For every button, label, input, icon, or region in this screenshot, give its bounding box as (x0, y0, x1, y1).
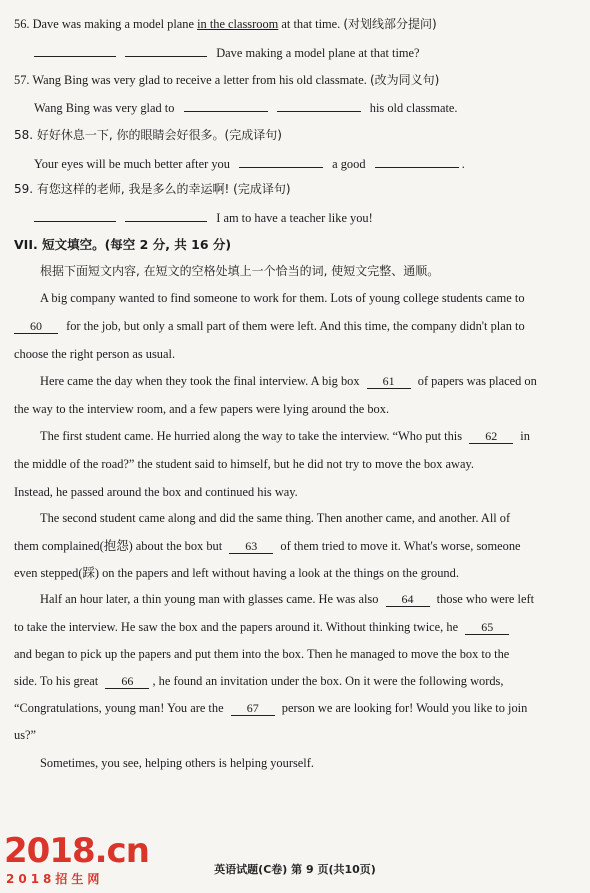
logo-main-text: 2018.cn (4, 831, 149, 871)
q59-blank-2[interactable] (125, 209, 207, 222)
blank-63[interactable]: 63 (229, 539, 273, 554)
passage-text: person we are looking for! Would you like to join (281, 701, 528, 715)
q56-blank-1[interactable] (34, 44, 116, 57)
passage-line (14, 565, 459, 581)
q58-prompt: 58. 好好休息一下, 你的眼睛会好很多。(完成译句) (14, 128, 282, 142)
blank-62[interactable]: 62 (469, 429, 513, 444)
passage-text: The first student came. He hurried along the way to take the interview. “Who put this (40, 429, 463, 443)
blank-65[interactable]: 65 (465, 620, 509, 635)
q57-blank-1[interactable] (184, 99, 268, 112)
passage-text: those who were left (436, 592, 535, 606)
blank-67[interactable]: 67 (231, 701, 275, 716)
section-instruction (40, 263, 439, 279)
passage-text: The second student came along and did the same thing. Then another came, and another. All of (40, 511, 511, 525)
passage-line (40, 755, 314, 771)
passage-line (14, 727, 36, 743)
passage-line (14, 346, 175, 362)
q56-line1 (14, 16, 437, 32)
q57-text: 57. Wang Bing was very glad to receive a letter from his old classmate. (14, 73, 367, 87)
passage-text: us?” (14, 728, 37, 742)
section-title (14, 237, 231, 253)
passage-text: for the job, but only a small part of them were left. And this time, the company didn't plan to (66, 319, 525, 333)
passage-text: side. To his great (14, 674, 99, 688)
q56-text: 56. Dave was making a model plane (14, 17, 194, 31)
passage-line (40, 510, 510, 526)
passage-text: of them tried to move it. What's worse, someone (280, 539, 521, 553)
blank-66[interactable]: 66 (105, 674, 149, 689)
passage-line (14, 700, 527, 716)
q59-line2-text: I am to have a teacher like you! (216, 211, 373, 225)
passage-line (40, 428, 530, 444)
passage-line (14, 401, 389, 417)
passage-text: to take the interview. He saw the box and the papers around it. Without thinking twice, he (14, 620, 459, 634)
passage-text: in (520, 429, 530, 443)
passage-text: of papers was placed on (417, 374, 537, 388)
passage-line (14, 484, 298, 500)
q58-line1 (14, 127, 282, 143)
q58-line2 (34, 155, 465, 172)
q56-line2 (34, 44, 420, 61)
passage-line (40, 591, 534, 607)
passage-line (14, 619, 509, 635)
q59-line1 (14, 181, 291, 197)
passage-text: them complained(抱怨) about the box but (14, 539, 223, 553)
q58-line2-end: . (461, 157, 465, 171)
section-title-text: VII. 短文填空。(每空 2 分, 共 16 分) (14, 237, 232, 252)
passage-line (14, 673, 503, 689)
logo-sub-text: 2018招生网 (6, 872, 104, 886)
q58-blank-1[interactable] (239, 155, 323, 168)
q56-instruction: (对划线部分提问) (343, 17, 437, 31)
q57-line2-end: his old classmate. (369, 101, 458, 115)
q59-prompt: 59. 有您这样的老师, 我是多么的幸运啊! (完成译句) (14, 182, 291, 196)
footer-text: 英语试题(C卷) 第 9 页(共10页) (214, 863, 376, 876)
passage-text: Sometimes, you see, helping others is helping yourself. (40, 756, 314, 770)
passage-line (40, 290, 525, 306)
q56-blank-2[interactable] (125, 44, 207, 57)
passage-text: the middle of the road?” the student said to himself, but he did not try to move the box away. (14, 457, 474, 471)
passage-text: “Congratulations, young man! You are the (14, 701, 224, 715)
passage-text: A big company wanted to find someone to work for them. Lots of young college students came to (40, 291, 525, 305)
q57-blank-2[interactable] (277, 99, 361, 112)
q58-blank-2[interactable] (375, 155, 459, 168)
section-instruction-text: 根据下面短文内容, 在短文的空格处填上一个恰当的词, 使短文完整、通顺。 (40, 264, 440, 278)
passage-text: Instead, he passed around the box and continued his way. (14, 485, 298, 499)
q56-end: at that time. (281, 17, 341, 31)
passage-text: Here came the day when they took the final interview. A big box (40, 374, 360, 388)
passage-text: choose the right person as usual. (14, 347, 176, 361)
blank-64[interactable]: 64 (386, 592, 430, 607)
passage-text: Half an hour later, a thin young man with glasses came. He was also (40, 592, 379, 606)
passage-line (14, 538, 521, 554)
blank-60[interactable]: 60 (14, 319, 58, 334)
passage-line (40, 373, 537, 389)
passage-line (14, 456, 474, 472)
q59-line2 (34, 209, 373, 226)
passage-line (14, 318, 525, 334)
passage-text: , he found an invitation under the box. On it were the following words, (152, 674, 504, 688)
q57-line2-start: Wang Bing was very glad to (34, 101, 175, 115)
passage-text: and began to pick up the papers and put them into the box. Then he managed to move the box to the (14, 647, 510, 661)
passage-text: the way to the interview room, and a few papers were lying around the box. (14, 402, 390, 416)
blank-61[interactable]: 61 (367, 374, 411, 389)
q58-line2-mid: a good (332, 157, 366, 171)
q57-line1 (14, 72, 439, 88)
q58-line2-start: Your eyes will be much better after you (34, 157, 230, 171)
q56-line2-text: Dave making a model plane at that time? (216, 46, 420, 60)
q57-instruction: (改为同义句) (369, 73, 440, 87)
passage-text: even stepped(踩) on the papers and left without having a look at the things on the ground. (14, 566, 459, 580)
site-logo (4, 832, 154, 890)
q57-line2 (34, 99, 458, 116)
q59-blank-1[interactable] (34, 209, 116, 222)
passage-line (14, 646, 509, 662)
q56-underlined: in the classroom (197, 17, 279, 31)
